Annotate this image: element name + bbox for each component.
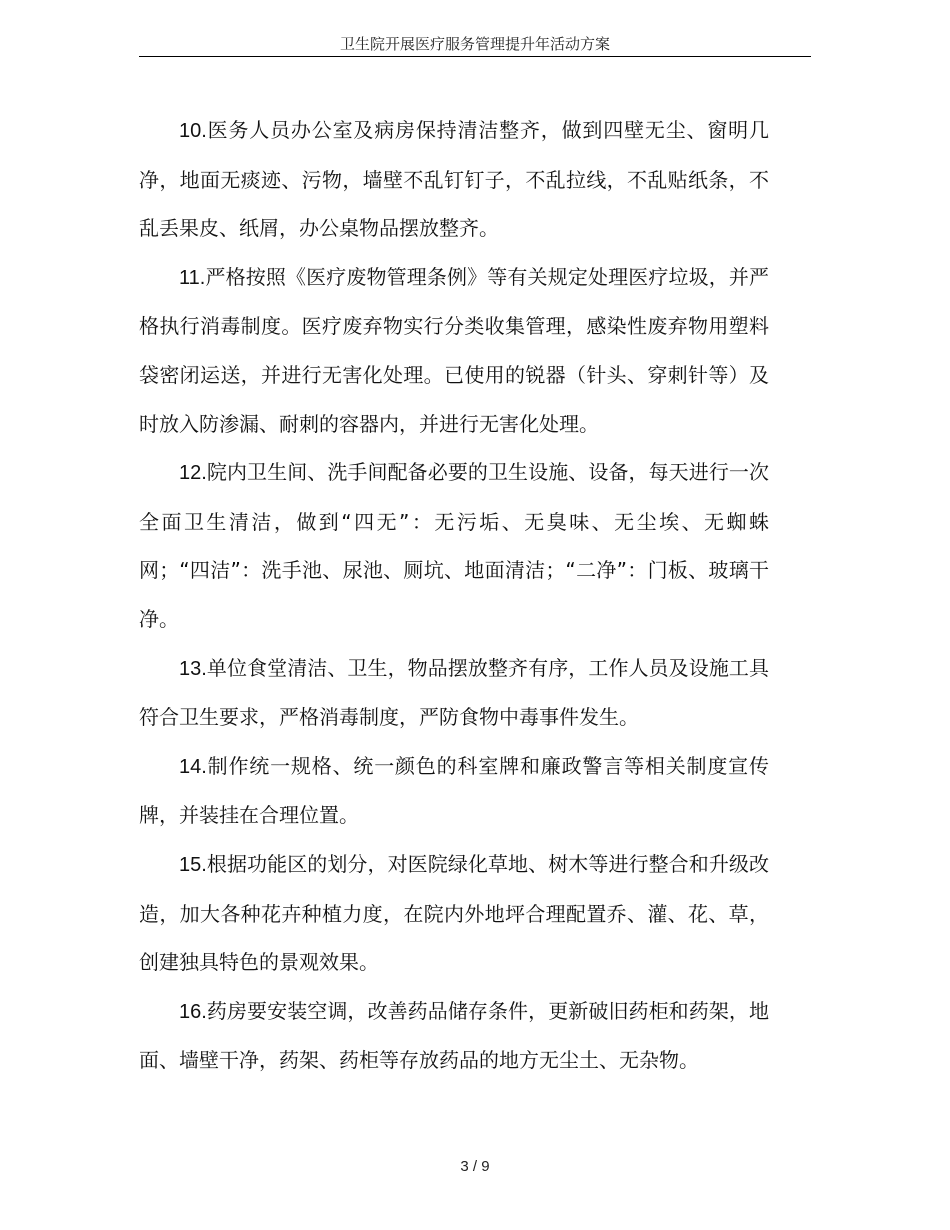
header-divider <box>139 56 811 57</box>
page-number: 3 / 9 <box>460 1158 490 1175</box>
paragraph-text: 院内卫生间、洗手间配备必要的卫生设施、设备，每天进行一次全面卫生清洁，做到“四无”：无污垢、无臭味、无尘埃、无蜘蛛网；“四洁”：洗手池、尿池、厕坑、地面清洁；“二净”：门板、玻璃干净。 <box>139 460 769 631</box>
paragraph-text: 根据功能区的划分，对医院绿化草地、树木等进行整合和升级改造，加大各种花卉种植力度，在院内外地坪合理配置乔、灌、花、草，创建独具特色的景观效果。 <box>139 851 769 975</box>
paragraph-16 <box>139 987 769 1085</box>
paragraph-14 <box>139 742 769 840</box>
paragraph-text: 药房要安装空调，改善药品储存条件，更新破旧药柜和药架，地面、墙壁干净，药架、药柜等存放药品的地方无尘土、无杂物。 <box>139 998 769 1073</box>
paragraph-number: 15. <box>179 853 207 876</box>
paragraph-number: 10. <box>179 120 207 142</box>
document-body <box>139 106 769 1085</box>
paragraph-11 <box>139 253 769 448</box>
paragraph-number: 12. <box>179 462 207 485</box>
paragraph-15 <box>139 840 769 987</box>
document-header-title: 卫生院开展医疗服务管理提升年活动方案 <box>339 35 610 53</box>
paragraph-number: 13. <box>179 657 207 680</box>
paragraph-10 <box>139 106 769 253</box>
paragraph-number: 11. <box>179 266 206 289</box>
paragraph-number: 16. <box>179 1000 207 1023</box>
paragraph-13 <box>139 644 769 742</box>
paragraph-text: 单位食堂清洁、卫生，物品摆放整齐有序，工作人员及设施工具符合卫生要求，严格消毒制度，严防食物中毒事件发生。 <box>139 655 769 730</box>
paragraph-text: 严格按照《医疗废物管理条例》等有关规定处理医疗垃圾，并严格执行消毒制度。医疗废弃物实行分类收集管理，感染性废弃物用塑料袋密闭运送，并进行无害化处理。已使用的锐器（针头、穿刺针等）及时放入防渗漏、耐刺的容器内，并进行无害化处理。 <box>139 264 769 436</box>
paragraph-number: 14. <box>179 755 207 778</box>
paragraph-text: 医务人员办公室及病房保持清洁整齐，做到四壁无尘、窗明几净，地面无痰迹、污物，墙壁不乱钉钉子，不乱拉线，不乱贴纸条，不乱丢果皮、纸屑，办公桌物品摆放整齐。 <box>139 118 769 241</box>
paragraph-12 <box>139 448 769 643</box>
paragraph-text: 制作统一规格、统一颜色的科室牌和廉政警言等相关制度宣传牌，并装挂在合理位置。 <box>139 753 769 828</box>
